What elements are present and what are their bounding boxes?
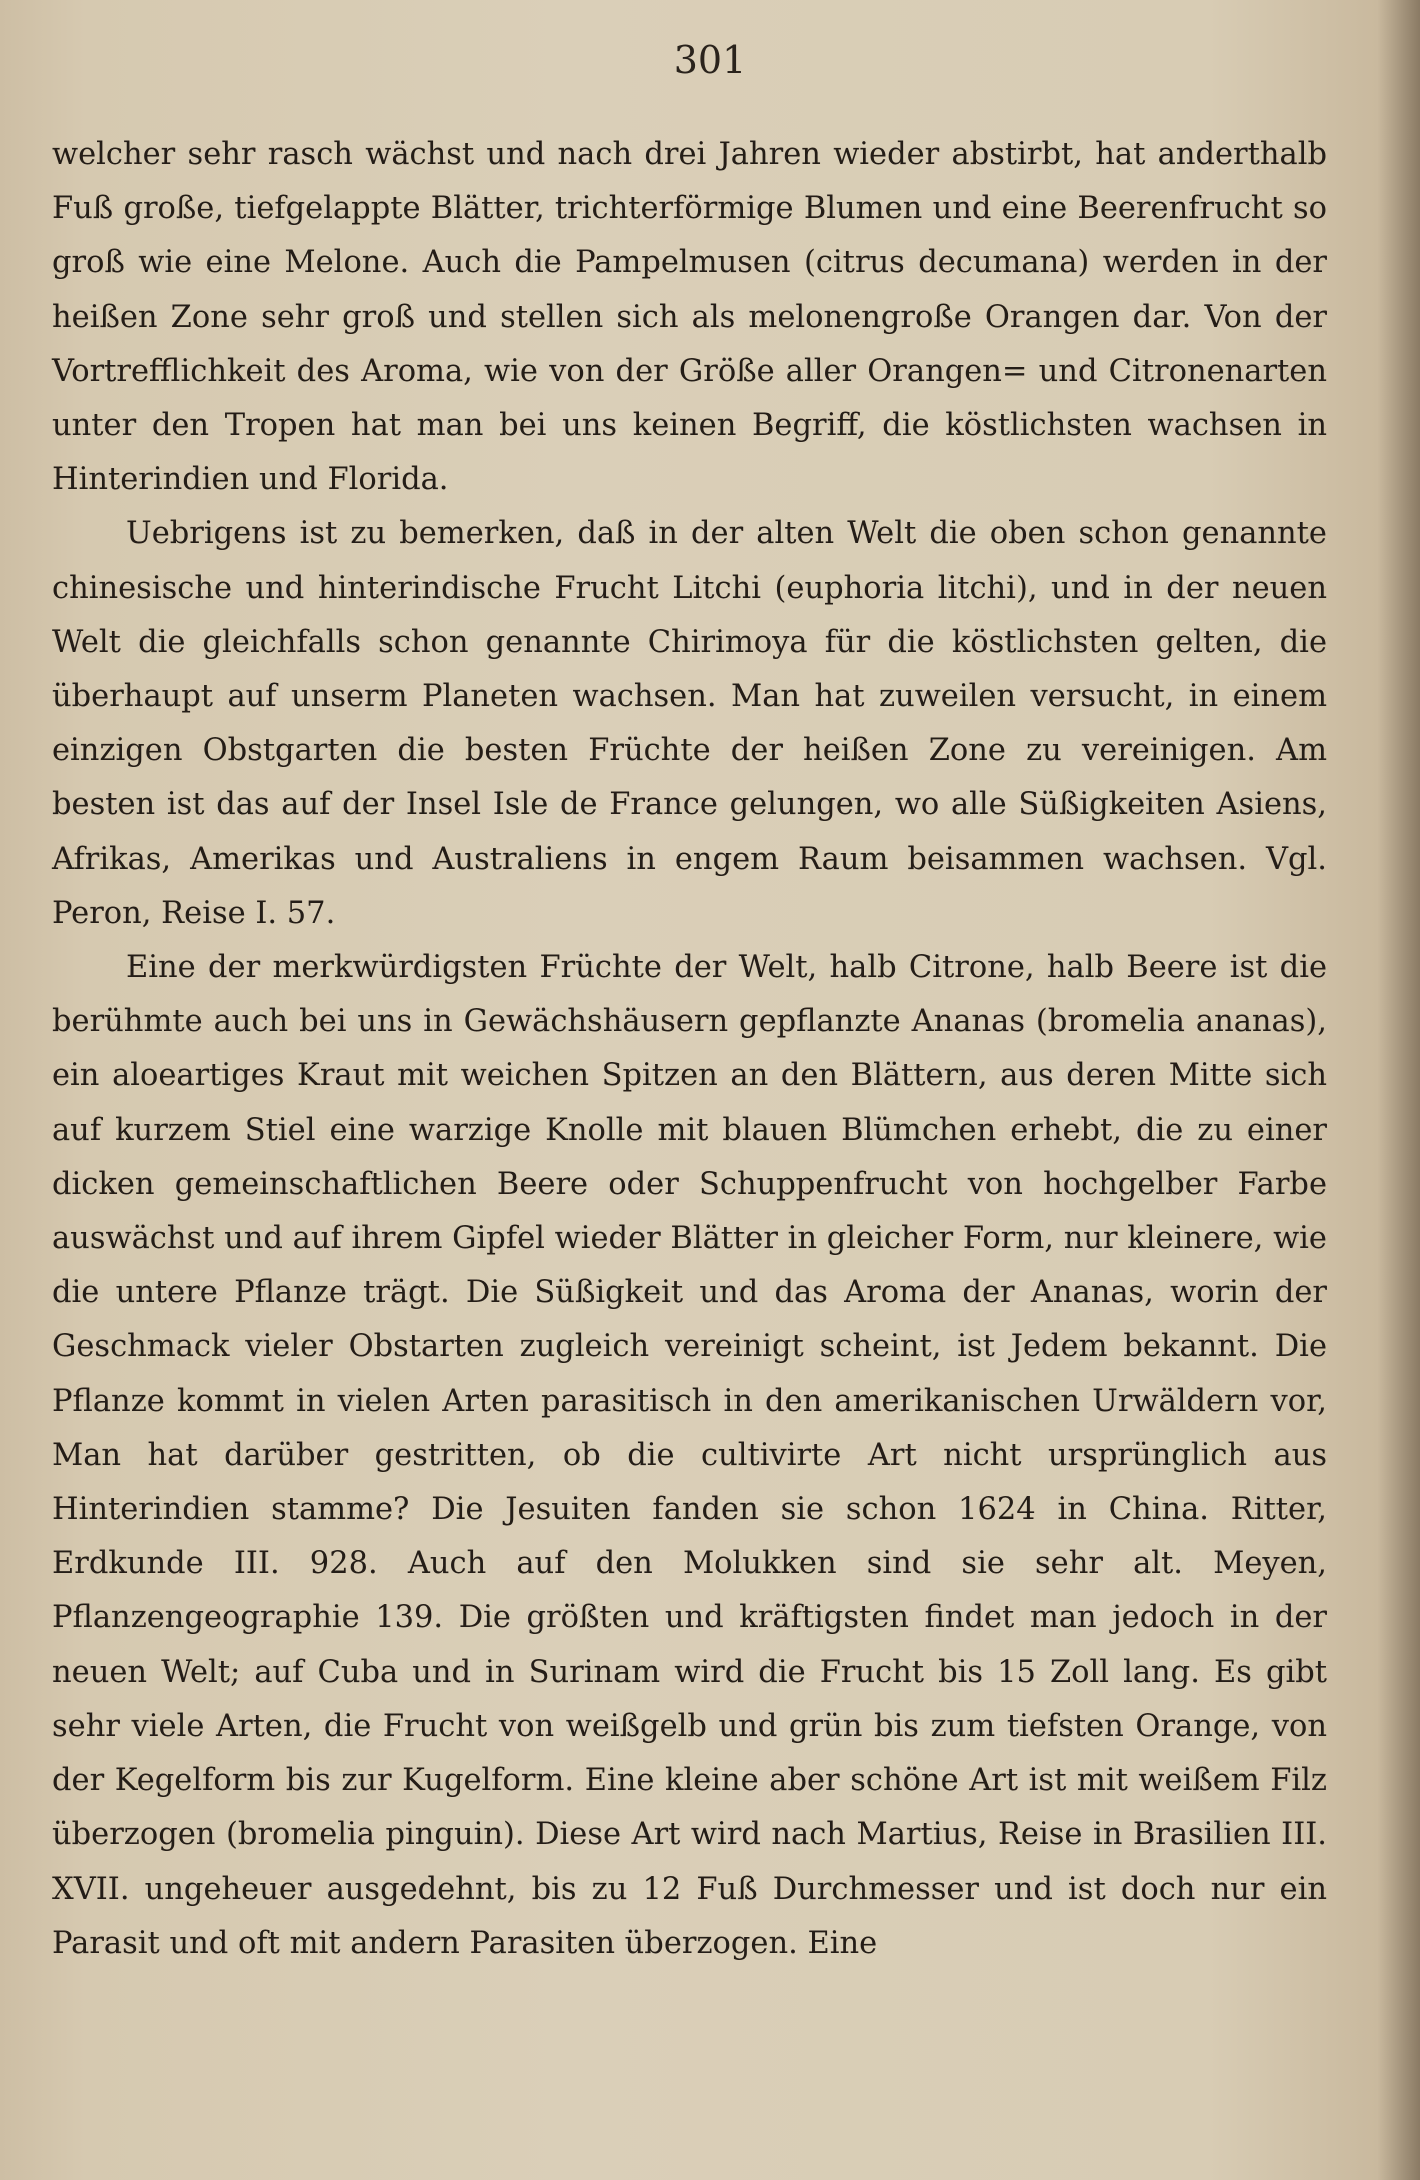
page-number: 301 (673, 38, 747, 82)
body-text (52, 128, 1327, 1971)
paragraph-1: welcher sehr rasch wächst und nach drei Jahren wieder abstirbt, hat anderthalb Fuß große, tiefgelappte Blätter, trichterförmige Blumen und eine Beerenfrucht so groß wie eine Melone. Auch die Pampelmusen (citrus decumana) werden in der heißen Zone sehr groß und stellen sich als melonengroße Orangen dar. Von der Vortrefflichkeit des Aroma, wie von der Größe aller Orangen= und Citronenarten unter den Tropen hat man bei uns keinen Begriff, die köstlichsten wachsen in Hinterindien und Florida. (52, 137, 1327, 498)
paragraph-3: Eine der merkwürdigsten Früchte der Welt, halb Citrone, halb Beere ist die berühmte auch bei uns in Gewächshäusern gepflanzte Ananas (bromelia ananas), ein aloeartiges Kraut mit weichen Spitzen an den Blättern, aus deren Mitte sich auf kurzem Stiel eine warzige Knolle mit blauen Blümchen erhebt, die zu einer dicken gemeinschaftlichen Beere oder Schuppenfrucht von hochgelber Farbe auswächst und auf ihrem Gipfel wieder Blätter in gleicher Form, nur kleinere, wie die untere Pflanze trägt. Die Süßigkeit und das Aroma der Ananas, worin der Geschmack vieler Obstarten zugleich vereinigt scheint, ist Jedem bekannt. Die Pflanze kommt in vielen Arten parasitisch in den amerikanischen Urwäldern vor, Man hat darüber gestritten, ob die cultivirte Art nicht ursprünglich aus Hinterindien stamme? Die Jesuiten fanden sie schon 1624 in China. Ritter, Erdkunde III. 928. Auch auf den Molukken sind sie sehr alt. Meyen, Pflanzengeographie 139. Die größten und kräftigsten findet man jedoch in der neuen Welt; auf Cuba und in Surinam wird die Frucht bis 15 Zoll lang. Es gibt sehr viele Arten, die Frucht von weißgelb und grün bis zum tiefsten Orange, von der Kegelform bis zur Kugelform. Eine kleine aber schöne Art ist mit weißem Filz überzogen (bromelia pinguin). Diese Art wird nach Martius, Reise in Brasilien III. XVII. ungeheuer ausgedehnt, bis zu 12 Fuß Durchmesser und ist doch nur ein Parasit und oft mit andern Parasiten überzogen. Eine (52, 950, 1327, 1961)
paragraph-2: Uebrigens ist zu bemerken, daß in der alten Welt die oben schon genannte chinesische und hinterindische Frucht Litchi (euphoria litchi), und in der neuen Welt die gleichfalls schon genannte Chirimoya für die köstlichsten gelten, die überhaupt auf unserm Planeten wachsen. Man hat zuweilen versucht, in einem einzigen Obstgarten die besten Früchte der heißen Zone zu vereinigen. Am besten ist das auf der Insel Isle de France gelungen, wo alle Süßigkeiten Asiens, Afrikas, Amerikas und Australiens in engem Raum beisammen wachsen. Vgl. Peron, Reise I. 57. (52, 516, 1327, 931)
